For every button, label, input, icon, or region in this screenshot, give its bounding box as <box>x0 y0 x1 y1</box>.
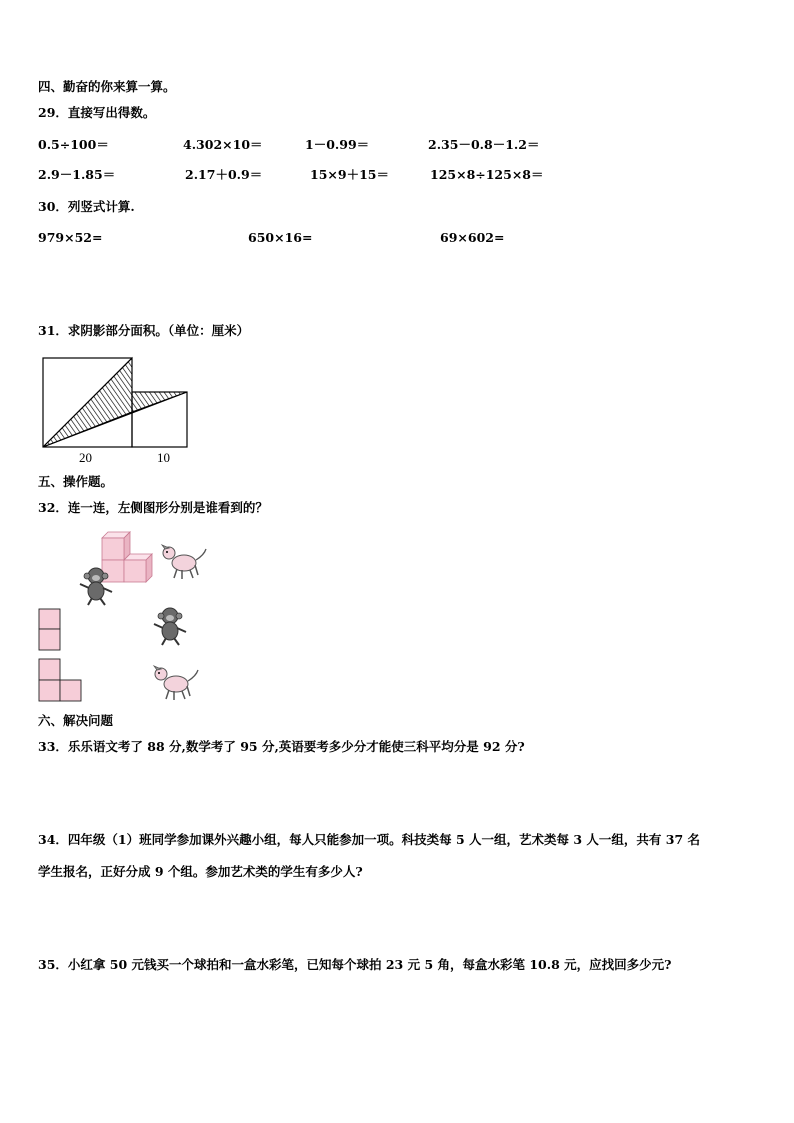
question-29-label: 29．直接写出得数。 <box>38 105 156 120</box>
dimension-label-20: 20 <box>79 450 92 465</box>
section-5-title: 五、操作题。 <box>38 474 114 489</box>
calc-item: 125×8÷125×8＝ <box>430 167 544 182</box>
calc-item: 2.17＋0.9＝ <box>185 167 263 182</box>
question-35: 35．小红拿 50 元钱买一个球拍和一盒水彩笔，已知每个球拍 23 元 5 角，每盒水彩笔 10.8 元，应找回多少元? <box>38 957 672 972</box>
question-30-label: 30．列竖式计算. <box>38 199 135 214</box>
calc-item: 4.302×10＝ <box>183 137 263 152</box>
question-33: 33．乐乐语文考了 88 分,数学考了 95 分,英语要考多少分才能使三科平均分是 92 分? <box>38 739 525 754</box>
dog-icon <box>152 664 200 702</box>
calc-item: 15×9＋15＝ <box>310 167 389 182</box>
calc-item: 2.35－0.8－1.2＝ <box>428 137 540 152</box>
question-31-label: 31．求阴影部分面积。（单位：厘米） <box>38 323 250 338</box>
section-4-title: 四、勤奋的你来算一算。 <box>38 79 176 94</box>
dimension-label-10: 10 <box>157 450 170 465</box>
vertical-calc-item: 69×602= <box>440 230 505 245</box>
calc-item: 1－0.99＝ <box>305 137 370 152</box>
monkey-icon <box>78 566 116 606</box>
calc-item: 0.5÷100＝ <box>38 137 109 152</box>
dog-icon <box>160 543 208 581</box>
monkey-icon <box>152 606 190 646</box>
question-34-line-1: 34．四年级（1）班同学参加课外兴趣小组，每人只能参加一项。科技类每 5 人一组，艺术类每 3 人一组，共有 37 名 <box>38 832 700 847</box>
vertical-calc-item: 979×52= <box>38 230 103 245</box>
shaded-area-figure <box>40 355 200 455</box>
view-shape-vertical <box>38 608 62 652</box>
view-shape-l <box>38 658 84 704</box>
calc-item: 2.9－1.85＝ <box>38 167 116 182</box>
vertical-calc-item: 650×16= <box>248 230 313 245</box>
section-6-title: 六、解决问题 <box>38 713 114 728</box>
question-32-label: 32．连一连，左侧图形分别是谁看到的？ <box>38 500 268 515</box>
question-34-line-2: 学生报名，正好分成 9 个组。参加艺术类的学生有多少人? <box>38 864 363 879</box>
